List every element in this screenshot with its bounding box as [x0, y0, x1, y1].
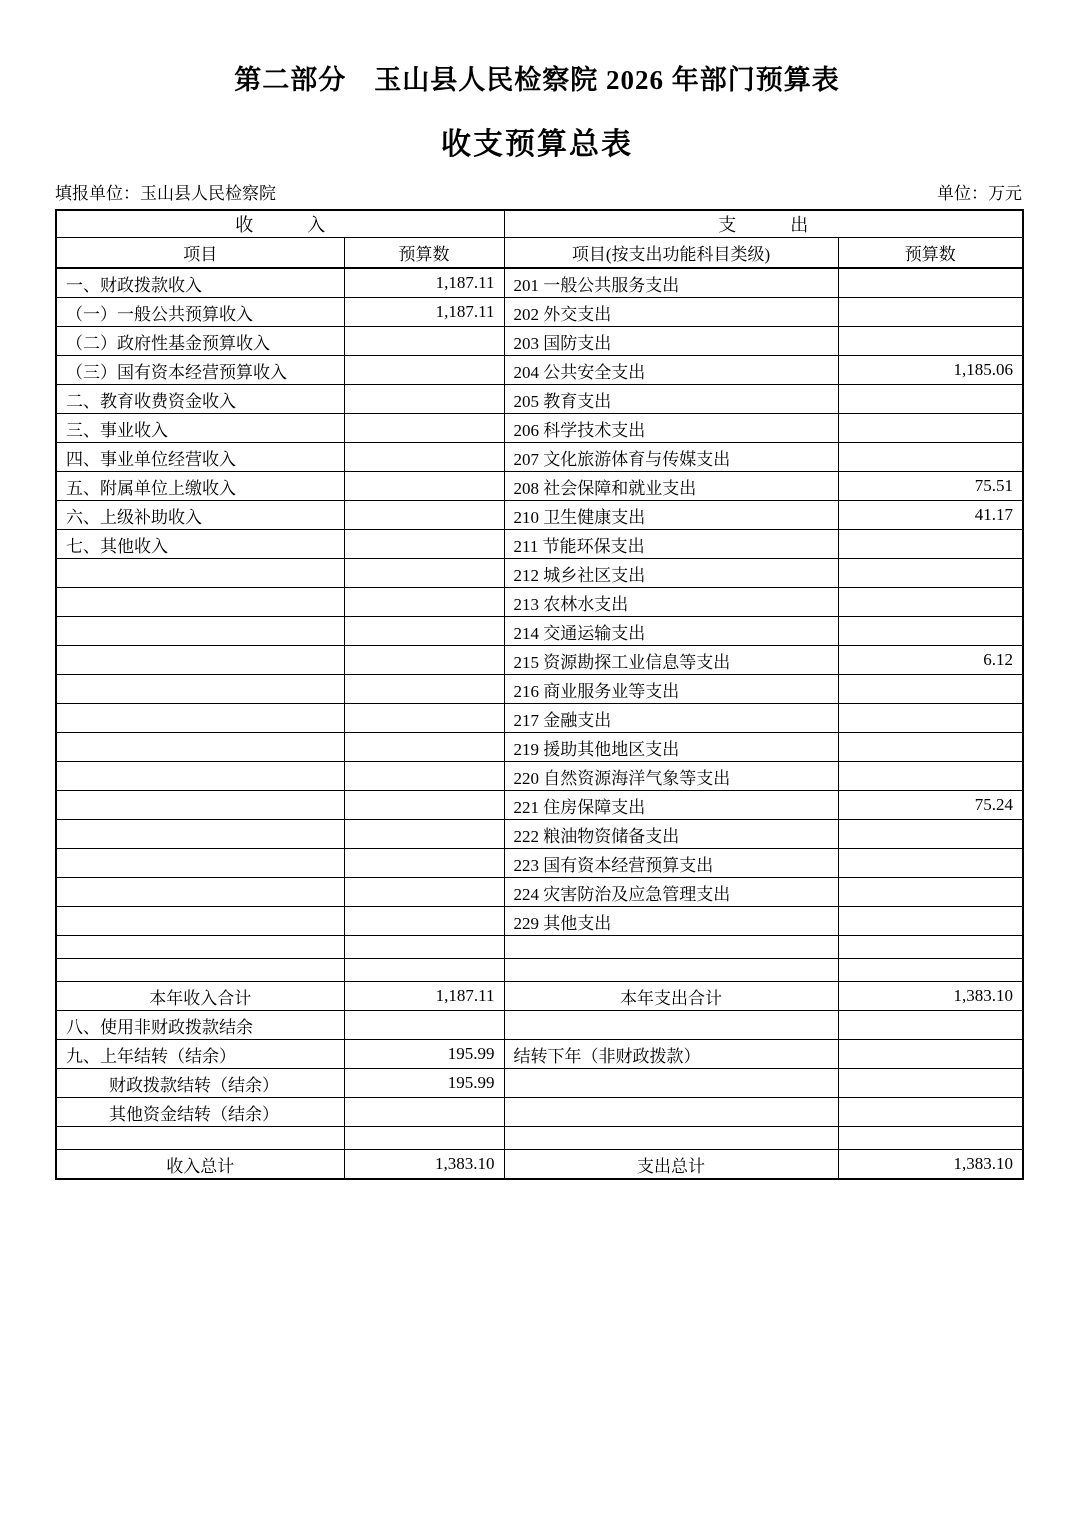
expense-value-cell [838, 530, 1023, 559]
expense-item-cell: 214 交通运输支出 [504, 617, 838, 646]
income-value-cell [344, 762, 504, 791]
expense-value-cell [838, 1127, 1023, 1150]
expense-value-cell: 1,383.10 [838, 1150, 1023, 1180]
income-value-cell [344, 1011, 504, 1040]
income-item-cell: （一）一般公共预算收入 [56, 298, 344, 327]
col-header-income-item: 项目 [56, 238, 344, 269]
income-value-cell [344, 907, 504, 936]
table-row [56, 472, 1023, 501]
expense-item-cell: 224 灾害防治及应急管理支出 [504, 878, 838, 907]
expense-item-cell: 212 城乡社区支出 [504, 559, 838, 588]
expense-item-cell [504, 936, 838, 959]
expense-value-cell [838, 878, 1023, 907]
expense-item-cell: 208 社会保障和就业支出 [504, 472, 838, 501]
expense-item-cell: 223 国有资本经营预算支出 [504, 849, 838, 878]
expense-value-cell [838, 414, 1023, 443]
table-row [56, 356, 1023, 385]
income-value-cell: 1,187.11 [344, 982, 504, 1011]
table-row [56, 704, 1023, 733]
expense-item-cell: 结转下年（非财政拨款） [504, 1040, 838, 1069]
income-value-cell: 1,187.11 [344, 298, 504, 327]
table-row [56, 414, 1023, 443]
col-header-expense-budget: 预算数 [838, 238, 1023, 269]
income-item-cell [56, 820, 344, 849]
expense-item-cell [504, 1098, 838, 1127]
table-row [56, 907, 1023, 936]
expense-value-cell [838, 559, 1023, 588]
income-item-cell [56, 762, 344, 791]
income-value-cell [344, 878, 504, 907]
income-item-cell [56, 959, 344, 982]
expense-value-cell [838, 1069, 1023, 1098]
expense-item-cell: 206 科学技术支出 [504, 414, 838, 443]
income-value-cell [344, 959, 504, 982]
expense-item-cell: 217 金融支出 [504, 704, 838, 733]
income-value-cell [344, 501, 504, 530]
expense-item-cell [504, 959, 838, 982]
income-item-cell: （三）国有资本经营预算收入 [56, 356, 344, 385]
table-row [56, 791, 1023, 820]
table-row [56, 443, 1023, 472]
table-row [56, 878, 1023, 907]
table-row [56, 1069, 1023, 1098]
income-item-cell: 九、上年结转（结余） [56, 1040, 344, 1069]
income-value-cell [344, 820, 504, 849]
expense-item-cell: 210 卫生健康支出 [504, 501, 838, 530]
expense-value-cell [838, 1011, 1023, 1040]
expense-value-cell [838, 762, 1023, 791]
meta-row [55, 179, 1022, 204]
income-value-cell [344, 1098, 504, 1127]
table-row [56, 588, 1023, 617]
income-item-cell [56, 849, 344, 878]
income-value-cell [344, 1127, 504, 1150]
income-item-cell: 财政拨款结转（结余） [56, 1069, 344, 1098]
expense-value-cell: 6.12 [838, 646, 1023, 675]
income-item-cell [56, 559, 344, 588]
table-row [56, 646, 1023, 675]
income-value-cell [344, 733, 504, 762]
income-item-cell [56, 936, 344, 959]
table-row [56, 268, 1023, 298]
table-row [56, 675, 1023, 704]
income-item-cell [56, 1127, 344, 1150]
income-item-cell [56, 704, 344, 733]
income-item-cell: 三、事业收入 [56, 414, 344, 443]
income-value-cell [344, 849, 504, 878]
expense-item-cell: 204 公共安全支出 [504, 356, 838, 385]
expense-item-cell: 203 国防支出 [504, 327, 838, 356]
expense-item-cell: 220 自然资源海洋气象等支出 [504, 762, 838, 791]
col-header-income-budget: 预算数 [344, 238, 504, 269]
income-item-cell [56, 646, 344, 675]
income-value-cell [344, 704, 504, 733]
income-item-cell [56, 791, 344, 820]
income-value-cell [344, 530, 504, 559]
income-item-cell: 五、附属单位上缴收入 [56, 472, 344, 501]
expense-value-cell [838, 443, 1023, 472]
income-value-cell [344, 327, 504, 356]
income-value-cell [344, 675, 504, 704]
income-item-cell: 其他资金结转（结余） [56, 1098, 344, 1127]
currency-unit-label: 单位：万元 [937, 184, 1022, 203]
income-item-cell: 本年收入合计 [56, 982, 344, 1011]
expense-value-cell: 75.24 [838, 791, 1023, 820]
expense-item-cell: 201 一般公共服务支出 [504, 268, 838, 298]
income-value-cell [344, 588, 504, 617]
income-value-cell [344, 385, 504, 414]
income-value-cell [344, 472, 504, 501]
income-item-cell: （二）政府性基金预算收入 [56, 327, 344, 356]
income-item-cell: 六、上级补助收入 [56, 501, 344, 530]
income-value-cell [344, 791, 504, 820]
income-value-cell [344, 936, 504, 959]
table-row [56, 1040, 1023, 1069]
expense-value-cell [838, 327, 1023, 356]
document-part-title: 第二部分 玉山县人民检察院 2026 年部门预算表 [234, 65, 840, 95]
income-value-cell: 1,383.10 [344, 1150, 504, 1180]
table-row [56, 327, 1023, 356]
table-row [56, 762, 1023, 791]
expense-value-cell [838, 907, 1023, 936]
expense-value-cell [838, 268, 1023, 298]
expense-value-cell [838, 617, 1023, 646]
expense-item-cell [504, 1127, 838, 1150]
expense-item-cell: 本年支出合计 [504, 982, 838, 1011]
income-value-cell [344, 414, 504, 443]
income-item-cell: 收入总计 [56, 1150, 344, 1180]
expense-value-cell [838, 849, 1023, 878]
income-section-header: 收 入 [56, 210, 504, 238]
table-title: 收支预算总表 [441, 128, 633, 161]
table-row [56, 982, 1023, 1011]
income-item-cell: 一、财政拨款收入 [56, 268, 344, 298]
income-item-cell: 七、其他收入 [56, 530, 344, 559]
table-row [56, 385, 1023, 414]
expense-item-cell: 219 援助其他地区支出 [504, 733, 838, 762]
table-row [56, 733, 1023, 762]
reporting-unit-label: 填报单位：玉山县人民检察院 [55, 184, 276, 203]
expense-item-cell: 215 资源勘探工业信息等支出 [504, 646, 838, 675]
expense-item-cell: 213 农林水支出 [504, 588, 838, 617]
income-value-cell: 1,187.11 [344, 268, 504, 298]
table-row [56, 1011, 1023, 1040]
expense-value-cell [838, 675, 1023, 704]
expense-item-cell [504, 1069, 838, 1098]
table-row [56, 530, 1023, 559]
expense-value-cell [838, 936, 1023, 959]
expense-item-cell: 支出总计 [504, 1150, 838, 1180]
income-item-cell: 八、使用非财政拨款结余 [56, 1011, 344, 1040]
expense-item-cell: 221 住房保障支出 [504, 791, 838, 820]
expense-value-cell [838, 733, 1023, 762]
income-item-cell [56, 733, 344, 762]
income-value-cell: 195.99 [344, 1040, 504, 1069]
income-value-cell [344, 356, 504, 385]
expense-item-cell: 222 粮油物资储备支出 [504, 820, 838, 849]
budget-summary-table [55, 209, 1024, 1180]
income-item-cell [56, 878, 344, 907]
expense-value-cell [838, 820, 1023, 849]
expense-item-cell: 229 其他支出 [504, 907, 838, 936]
income-item-cell [56, 675, 344, 704]
expense-value-cell [838, 704, 1023, 733]
table-row [56, 559, 1023, 588]
expense-section-header: 支 出 [504, 210, 1023, 238]
table-row [56, 617, 1023, 646]
table-row [56, 1150, 1023, 1180]
income-value-cell [344, 617, 504, 646]
table-row [56, 1098, 1023, 1127]
expense-value-cell: 75.51 [838, 472, 1023, 501]
income-item-cell [56, 617, 344, 646]
col-header-expense-item: 项目(按支出功能科目类级) [504, 238, 838, 269]
income-value-cell: 195.99 [344, 1069, 504, 1098]
expense-value-cell [838, 588, 1023, 617]
expense-item-cell [504, 1011, 838, 1040]
expense-item-cell: 207 文化旅游体育与传媒支出 [504, 443, 838, 472]
expense-value-cell [838, 298, 1023, 327]
table-row [56, 936, 1023, 959]
expense-item-cell: 202 外交支出 [504, 298, 838, 327]
table-row [56, 820, 1023, 849]
expense-value-cell [838, 1098, 1023, 1127]
table-row [56, 849, 1023, 878]
expense-item-cell: 205 教育支出 [504, 385, 838, 414]
expense-item-cell: 211 节能环保支出 [504, 530, 838, 559]
expense-value-cell [838, 959, 1023, 982]
table-row [56, 959, 1023, 982]
section-header-row [56, 210, 1023, 238]
income-value-cell [344, 443, 504, 472]
income-value-cell [344, 559, 504, 588]
table-row [56, 501, 1023, 530]
income-item-cell [56, 907, 344, 936]
expense-item-cell: 216 商业服务业等支出 [504, 675, 838, 704]
expense-value-cell: 1,383.10 [838, 982, 1023, 1011]
expense-value-cell [838, 1040, 1023, 1069]
table-row [56, 298, 1023, 327]
table-row [56, 1127, 1023, 1150]
column-header-row [56, 238, 1023, 269]
expense-value-cell: 41.17 [838, 501, 1023, 530]
income-value-cell [344, 646, 504, 675]
income-item-cell: 二、教育收费资金收入 [56, 385, 344, 414]
income-item-cell [56, 588, 344, 617]
expense-value-cell [838, 385, 1023, 414]
income-item-cell: 四、事业单位经营收入 [56, 443, 344, 472]
expense-value-cell: 1,185.06 [838, 356, 1023, 385]
